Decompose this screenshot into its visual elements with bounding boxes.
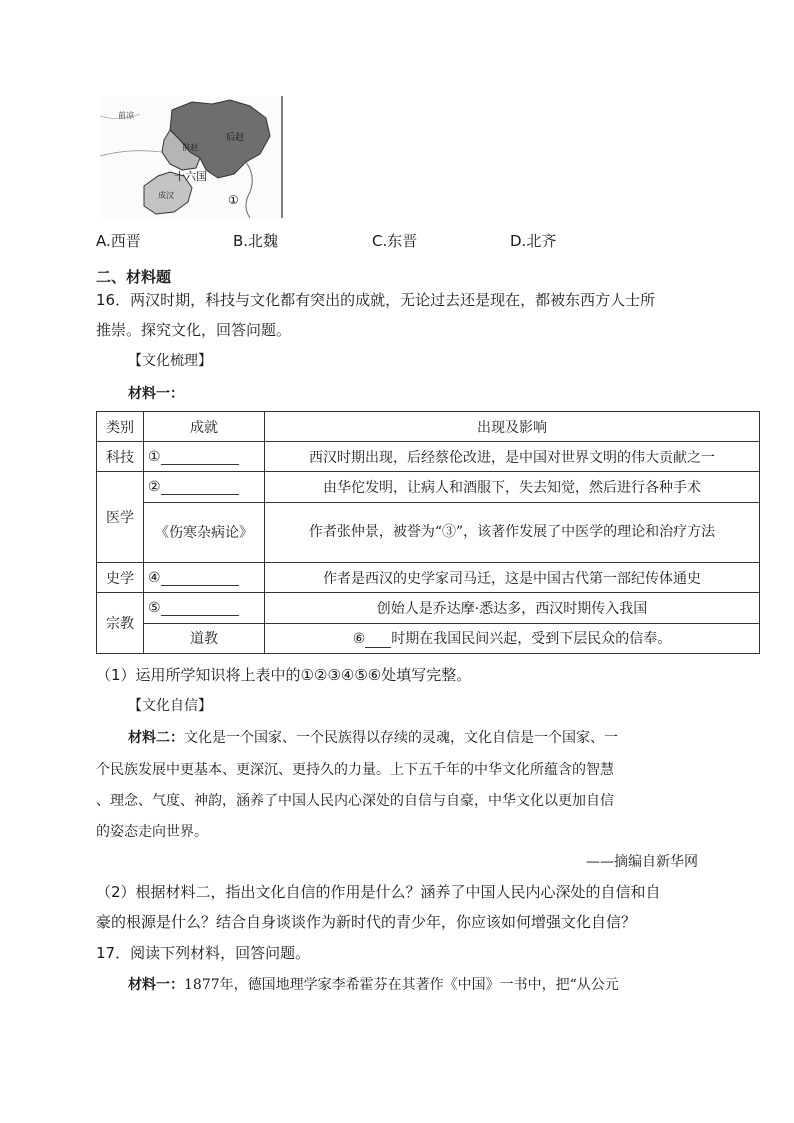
table-cell-category: 宗教: [97, 593, 144, 654]
table-row: [97, 472, 760, 503]
option-d: D.北齐: [510, 232, 557, 250]
table-cell-effect: ⑥ 时期在我国民间兴起，受到下层民众的信奉。: [265, 623, 760, 654]
blank-number: ⑤: [148, 599, 161, 616]
q16-material2-line4: 的姿态走向世界。: [96, 824, 208, 840]
q16-sub-question-2-line2: 豪的根源是什么？结合自身谈谈作为新时代的青少年，你应该如何增强文化自信？: [96, 913, 637, 931]
q16-stem-line2: 推崇。探究文化，回答问题。: [96, 321, 292, 339]
table-cell-effect: 创始人是乔达摩·悉达多，西汉时期传入我国: [265, 593, 760, 624]
q16-sub-question-2-line1: （2）根据材料二，指出文化自信的作用是什么？涵养了中国人民内心深处的自信和自: [96, 883, 661, 901]
blank-number: ④: [148, 569, 161, 586]
table-row: [97, 623, 760, 654]
q16-stem-line1: 16．两汉时期，科技与文化都有突出的成就，无论过去还是现在，都被东西方人士所: [96, 291, 656, 309]
culture-table: [96, 411, 760, 654]
q16-sub-question-1: （1）运用所学知识将上表中的①②③④⑤⑥处填写完整。: [96, 666, 472, 684]
q17-material1-line1: 材料一：1877年，德国地理学家李希霍芬在其著作《中国》一书中，把“从公元: [128, 977, 619, 993]
table-row: [97, 563, 760, 593]
table-cell-category: 科技: [97, 442, 144, 472]
table-cell-effect: 由华佗发明，让病人和酒服下，失去知觉，然后进行各种手术: [265, 472, 760, 503]
table-cell-achievement: 《伤寒杂病论》: [144, 502, 265, 562]
answer-blank[interactable]: [161, 571, 239, 586]
q17-stem: 17．阅读下列材料，回答问题。: [96, 944, 311, 962]
blank-number: ①: [148, 448, 161, 465]
option-a: A.西晋: [96, 232, 141, 250]
table-cell-effect: 西汉时期出现，后经蔡伦改进，是中国对世界文明的伟大贡献之一: [265, 442, 760, 472]
blank-number: ②: [148, 478, 161, 495]
table-cell-effect: 作者是西汉的史学家司马迁，这是中国古代第一部纪传体通史: [265, 563, 760, 593]
history-map: [100, 96, 284, 218]
map-marker-1: ①: [228, 193, 239, 207]
table-header: 类别: [97, 412, 144, 442]
q16-heading-culture-confidence: 【文化自信】: [128, 698, 212, 714]
table-row: [97, 442, 760, 472]
q16-material2-line1: 材料二：文化是一个国家、一个民族得以存续的灵魂，文化自信是一个国家、一: [128, 730, 618, 746]
table-cell-achievement: [144, 442, 265, 472]
map-label: 前凉: [118, 111, 134, 120]
blank-number: ⑥: [352, 631, 366, 648]
map-label: 前赵: [182, 143, 198, 152]
q16-material2-line3: 、理念、气度、神韵，涵养了中国人民内心深处的自信与自豪，中华文化以更加自信: [96, 793, 614, 809]
q16-heading-culture-review: 【文化梳理】: [128, 353, 212, 369]
table-row: [97, 593, 760, 624]
table-cell-achievement: [144, 593, 265, 624]
q16-material1-label: 材料一：: [128, 386, 184, 402]
answer-blank[interactable]: [161, 480, 239, 495]
map-label: 十六国: [174, 170, 207, 183]
table-cell-category: 史学: [97, 563, 144, 593]
table-header: 成就: [144, 412, 265, 442]
table-cell-achievement: [144, 472, 265, 503]
section-title: 二、材料题: [96, 268, 172, 286]
option-c: C.东晋: [372, 232, 418, 250]
table-cell-effect: 作者张仲景，被誉为“③”，该著作发展了中医学的理论和治疗方法: [265, 502, 760, 562]
q16-material2-line2: 个民族发展中更基本、更深沉、更持久的力量。上下五千年的中华文化所蕴含的智慧: [96, 762, 614, 778]
answer-blank[interactable]: [365, 633, 391, 648]
table-cell-achievement: 道教: [144, 623, 265, 654]
table-row: [97, 502, 760, 562]
map-label: 后赵: [226, 133, 245, 143]
option-b: B.北魏: [233, 232, 279, 250]
table-cell-achievement: [144, 563, 265, 593]
table-cell-category: 医学: [97, 472, 144, 563]
answer-blank[interactable]: [161, 450, 239, 465]
q16-source-attribution: ——摘编自新华网: [586, 854, 698, 870]
map-label: 成汉: [158, 191, 174, 200]
table-header-row: [97, 412, 760, 442]
table-header: 出现及影响: [265, 412, 760, 442]
answer-blank[interactable]: [161, 601, 239, 616]
